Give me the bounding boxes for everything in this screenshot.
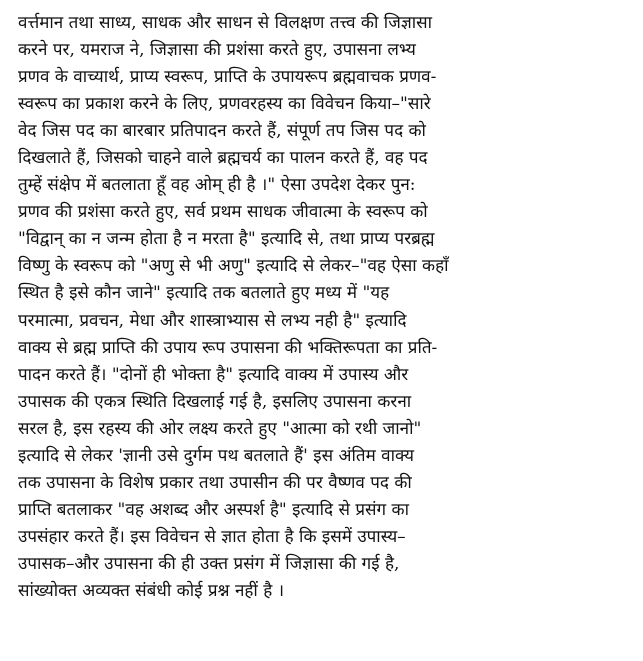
text-line-19: प्राप्ति बतलाकर "वह अशब्द और अस्पर्श है" इत्यादि से प्रसंग का — [18, 499, 409, 520]
paragraph — [18, 10, 638, 605]
text-line-4: स्वरूप का प्रकाश करने के लिए, प्रणवरहस्य का विवेचन किया–"सारे — [18, 94, 431, 115]
text-line-8: प्रणव की प्रशंसा करते हुए, सर्व प्रथम साधक जीवात्मा के स्वरूप को — [18, 202, 428, 223]
text-line-18: तक उपासना के विशेष प्रकार तथा उपासीन की पर वैष्णव पद की — [18, 472, 412, 493]
text-line-11: स्थित है इसे कौन जाने" इत्यादि तक बतलाते हुए मध्य में "यह — [18, 283, 390, 304]
text-line-7: तुम्हें संक्षेप में बतलाता हूँ वह ओम् ही है ।" ऐसा उपदेश देकर पुन: — [18, 175, 416, 196]
text-line-10: विष्णु के स्वरूप को "अणु से भी अणु" इत्यादि से लेकर–"वह ऐसा कहाँ — [18, 256, 449, 277]
text-line-13: वाक्य से ब्रह्म प्राप्ति की उपाय रूप उपासना की भक्तिरूपता का प्रति- — [18, 337, 438, 358]
text-line-14: पादन करते हैं। "दोनों ही भोक्ता है" इत्यादि वाक्य में उपास्य और — [18, 364, 409, 385]
text-line-9: "विद्वान् का न जन्म होता है न मरता है" इत्यादि से, तथा प्राप्य परब्रह्म — [18, 229, 435, 250]
text-line-20: उपसंहार करते हैं। इस विवेचन से ज्ञात होता है कि इसमें उपास्य– — [18, 526, 406, 547]
text-line-21: उपासक–और उपासना की ही उक्त प्रसंग में जिज्ञासा की गई है, — [18, 553, 400, 574]
text-line-5: वेद जिस पद का बारबार प्रतिपादन करते हैं, संपूर्ण तप जिस पद को — [18, 121, 426, 142]
text-line-16: सरल है, इस रहस्य की ओर लक्ष्य करते हुए "आत्मा को रथी जानो" — [18, 418, 422, 439]
text-line-1: वर्त्तमान तथा साध्य, साधक और साधन से विलक्षण तत्त्व की जिज्ञासा — [18, 13, 433, 33]
text-line-3: प्रणव के वाच्यार्थ, प्राप्य स्वरूप, प्राप्ति के उपायरूप ब्रह्मवाचक प्रणव- — [18, 67, 437, 88]
text-line-6: दिखलाते हैं, जिसको चाहने वाले ब्रह्मचर्य का पालन करते हैं, वह पद — [18, 148, 428, 169]
text-line-15: उपासक की एकत्र स्थिति दिखलाई गई है, इसलिए उपासना करना — [18, 391, 412, 412]
text-line-12: परमात्मा, प्रवचन, मेधा और शास्त्राभ्यास से लभ्य नही है" इत्यादि — [18, 310, 407, 331]
text-line-2: करने पर, यमराज ने, जिज्ञासा की प्रशंसा करते हुए, उपासना लभ्य — [18, 40, 416, 61]
text-line-22: सांख्योक्त अव्यक्त संबंधी कोई प्रश्न नहीं है । — [18, 580, 285, 601]
text-line-17: इत्यादि से लेकर 'ज्ञानी उसे दुर्गम पथ बतलाते हैं' इस अंतिम वाक्य — [18, 445, 414, 466]
